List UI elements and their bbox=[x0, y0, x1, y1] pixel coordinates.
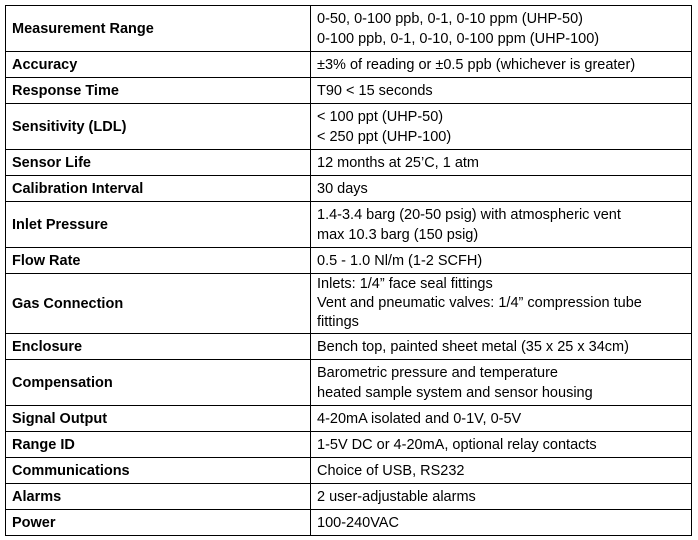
table-row bbox=[6, 176, 692, 202]
spec-value-line: Choice of USB, RS232 bbox=[317, 462, 465, 479]
table-row bbox=[6, 334, 692, 360]
spec-label: Enclosure bbox=[6, 334, 311, 360]
table-row bbox=[6, 484, 692, 510]
spec-label: Alarms bbox=[6, 484, 311, 510]
spec-value-line: < 250 ppt (UHP-100) bbox=[317, 128, 452, 145]
spec-value-line: Inlets: 1/4” face seal fittings bbox=[317, 276, 493, 292]
spec-label: Inlet Pressure bbox=[6, 202, 311, 248]
spec-value bbox=[311, 458, 692, 484]
spec-label: Power bbox=[6, 510, 311, 536]
spec-value-line: 0.5 - 1.0 Nl/m (1-2 SCFH) bbox=[317, 252, 483, 269]
table-row bbox=[6, 52, 692, 78]
table-row bbox=[6, 202, 692, 248]
specifications-table bbox=[5, 5, 692, 536]
table-row bbox=[6, 78, 692, 104]
spec-value bbox=[311, 432, 692, 458]
spec-value-line: 30 days bbox=[317, 180, 368, 197]
spec-value bbox=[311, 334, 692, 360]
table-row bbox=[6, 360, 692, 406]
spec-value-line: 12 months at 25’C, 1 atm bbox=[317, 154, 479, 171]
spec-value-line: heated sample system and sensor housing bbox=[317, 384, 593, 401]
table-row bbox=[6, 6, 692, 52]
spec-label: Accuracy bbox=[6, 52, 311, 78]
spec-value-line: Bench top, painted sheet metal (35 x 25 x 34cm) bbox=[317, 338, 629, 355]
spec-value bbox=[311, 406, 692, 432]
spec-value bbox=[311, 248, 692, 274]
table-row bbox=[6, 104, 692, 150]
spec-label: Response Time bbox=[6, 78, 311, 104]
spec-value bbox=[311, 78, 692, 104]
spec-value bbox=[311, 176, 692, 202]
spec-value bbox=[311, 52, 692, 78]
table-row bbox=[6, 510, 692, 536]
spec-value bbox=[311, 510, 692, 536]
spec-label: Signal Output bbox=[6, 406, 311, 432]
table-row bbox=[6, 406, 692, 432]
spec-value-line: 2 user-adjustable alarms bbox=[317, 488, 476, 505]
spec-value bbox=[311, 6, 692, 52]
spec-value-line: 0-100 ppb, 0-1, 0-10, 0-100 ppm (UHP-100) bbox=[317, 30, 600, 47]
spec-value-line: T90 < 15 seconds bbox=[317, 82, 433, 99]
spec-value-line: ±3% of reading or ±0.5 ppb (whichever is greater) bbox=[317, 56, 636, 73]
spec-value bbox=[311, 484, 692, 510]
spec-value bbox=[311, 150, 692, 176]
spec-value-line: 1-5V DC or 4-20mA, optional relay contacts bbox=[317, 436, 597, 453]
spec-value-line: 0-50, 0-100 ppb, 0-1, 0-10 ppm (UHP-50) bbox=[317, 10, 583, 27]
spec-value-line: Vent and pneumatic valves: 1/4” compression tube bbox=[317, 295, 642, 311]
spec-value-line: 100-240VAC bbox=[317, 514, 399, 531]
table-row bbox=[6, 458, 692, 484]
spec-value bbox=[311, 274, 692, 334]
spec-value-line: max 10.3 barg (150 psig) bbox=[317, 226, 479, 243]
spec-label: Sensitivity (LDL) bbox=[6, 104, 311, 150]
spec-label: Communications bbox=[6, 458, 311, 484]
table-row bbox=[6, 274, 692, 334]
spec-value bbox=[311, 202, 692, 248]
spec-label: Gas Connection bbox=[6, 274, 311, 334]
spec-label: Calibration Interval bbox=[6, 176, 311, 202]
spec-value-line: Barometric pressure and temperature bbox=[317, 364, 558, 381]
spec-value-line: < 100 ppt (UHP-50) bbox=[317, 108, 444, 125]
table-row bbox=[6, 432, 692, 458]
spec-label: Range ID bbox=[6, 432, 311, 458]
table-row bbox=[6, 150, 692, 176]
spec-value-line: 4-20mA isolated and 0-1V, 0-5V bbox=[317, 410, 522, 427]
spec-label: Flow Rate bbox=[6, 248, 311, 274]
spec-value-line: fittings bbox=[317, 314, 359, 330]
spec-value bbox=[311, 104, 692, 150]
spec-value-line: 1.4-3.4 barg (20-50 psig) with atmospheric vent bbox=[317, 206, 621, 223]
spec-value bbox=[311, 360, 692, 406]
table-row bbox=[6, 248, 692, 274]
spec-label: Compensation bbox=[6, 360, 311, 406]
spec-label: Measurement Range bbox=[6, 6, 311, 52]
spec-label: Sensor Life bbox=[6, 150, 311, 176]
